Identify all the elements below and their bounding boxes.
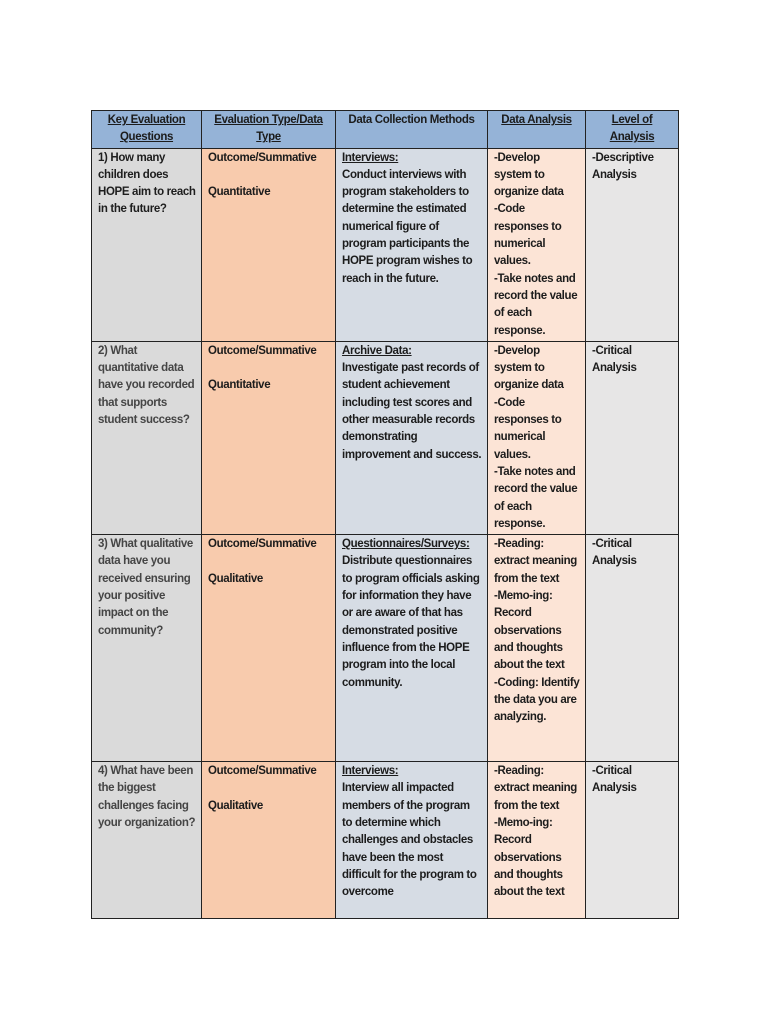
header-data-collection-methods: Data Collection Methods — [336, 111, 488, 149]
method-title: Interviews: — [342, 765, 399, 778]
header-evaluation-type: Evaluation Type/Data Type — [202, 111, 336, 149]
eval-type-cell — [202, 148, 336, 341]
table-row — [92, 535, 679, 762]
header-level-of-analysis: Level of Analysis — [586, 111, 679, 149]
analysis-step: -Take notes and record the value of each response. — [494, 272, 578, 337]
method-description: Conduct interviews with program stakeholders to determine the estimated numerical figure of program participants the HOPE program wishes to reach in the future. — [342, 168, 473, 285]
question-cell — [92, 535, 202, 762]
level-cell — [586, 535, 679, 762]
question-text: 4) What have been the biggest challenges facing your organization? — [98, 765, 196, 830]
eval-type-cell — [202, 341, 336, 534]
data-type-text: Quantitative — [208, 186, 271, 199]
analysis-cell — [488, 148, 586, 341]
analysis-step: -Reading: extract meaning from the text — [494, 765, 577, 812]
analysis-cell — [488, 535, 586, 762]
question-cell — [92, 341, 202, 534]
analysis-step: -Code responses to numerical values. — [494, 396, 562, 461]
eval-type-text: Outcome/Summative — [208, 151, 317, 164]
level-text: -Descriptive Analysis — [592, 151, 654, 181]
method-title: Questionnaires/Surveys: — [342, 538, 470, 551]
methods-cell — [336, 762, 488, 919]
analysis-step: -Develop system to organize data — [494, 344, 564, 392]
analysis-step: -Memo-ing: Record observations and thoughts about the text — [494, 590, 565, 672]
level-cell — [586, 341, 679, 534]
methods-cell — [336, 341, 488, 534]
level-text: -Critical Analysis — [592, 538, 637, 568]
analysis-step: -Code responses to numerical values. — [494, 203, 562, 268]
data-type-text: Quantitative — [208, 379, 271, 392]
question-text: 3) What qualitative data have you received ensuring your positive impact on the community? — [98, 538, 193, 637]
level-text: -Critical Analysis — [592, 765, 637, 795]
eval-type-text: Outcome/Summative — [208, 538, 317, 551]
header-key-evaluation-questions: Key Evaluation Questions — [92, 111, 202, 149]
data-type-text: Qualitative — [208, 572, 263, 585]
question-cell — [92, 762, 202, 919]
level-cell — [586, 148, 679, 341]
eval-type-text: Outcome/Summative — [208, 765, 317, 778]
eval-type-text: Outcome/Summative — [208, 344, 317, 357]
question-cell — [92, 148, 202, 341]
table-header-row — [92, 111, 679, 149]
analysis-cell — [488, 762, 586, 919]
analysis-step: -Reading: extract meaning from the text — [494, 538, 577, 585]
evaluation-plan-table — [91, 110, 679, 919]
method-title: Archive Data: — [342, 344, 412, 357]
table-row — [92, 148, 679, 341]
level-cell — [586, 762, 679, 919]
eval-type-cell — [202, 762, 336, 919]
method-description: Distribute questionnaires to program officials asking for information they have or are aware of that has demonstrated positive influence from the HOPE program into the local community. — [342, 555, 480, 689]
methods-cell — [336, 148, 488, 341]
method-description: Investigate past records of student achievement including test scores and other measurable records demonstrating improvement and success. — [342, 362, 482, 461]
methods-cell — [336, 535, 488, 762]
method-title: Interviews: — [342, 151, 399, 164]
header-data-analysis: Data Analysis — [488, 111, 586, 149]
analysis-step: -Memo-ing: Record observations and thoughts about the text — [494, 817, 565, 899]
eval-type-cell — [202, 535, 336, 762]
analysis-step: -Take notes and record the value of each response. — [494, 465, 578, 530]
analysis-cell — [488, 341, 586, 534]
analysis-step: -Develop system to organize data — [494, 151, 564, 199]
table-row — [92, 341, 679, 534]
question-text: 1) How many children does HOPE aim to reach in the future? — [98, 151, 196, 216]
table-row — [92, 762, 679, 919]
analysis-step: -Coding: Identify the data you are analyzing. — [494, 676, 580, 724]
level-text: -Critical Analysis — [592, 344, 637, 375]
data-type-text: Qualitative — [208, 799, 263, 812]
question-text: 2) What quantitative data have you recorded that supports student success? — [98, 344, 195, 427]
method-description: Interview all impacted members of the program to determine which challenges and obstacles have been the most difficult for the program to overcome — [342, 782, 477, 899]
